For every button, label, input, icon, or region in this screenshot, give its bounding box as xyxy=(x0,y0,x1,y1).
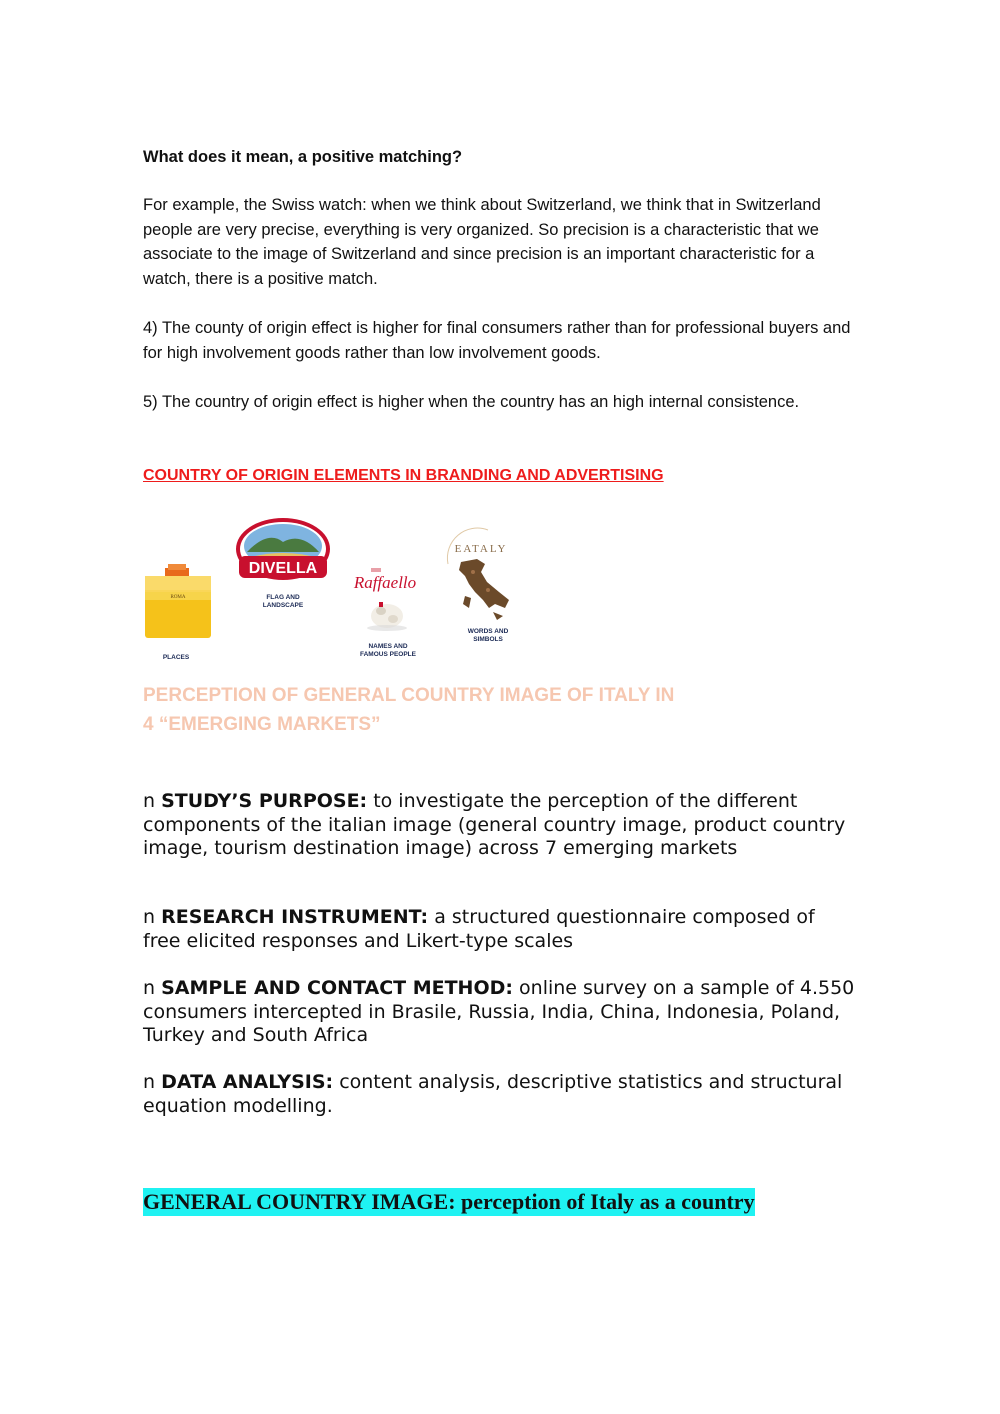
raffaello-product-image xyxy=(353,568,416,631)
raffaello-wordmark: Raffaello xyxy=(353,573,417,592)
perception-title-line2: 4 “EMERGING MARKETS” xyxy=(143,714,381,735)
divella-logo xyxy=(236,518,330,580)
bullet-research-instrument xyxy=(143,906,858,953)
perception-title xyxy=(143,681,674,739)
bullet-marker: n xyxy=(143,906,162,928)
bullet-text: content analysis, descriptive statistics and structural equation modelling. xyxy=(143,1071,843,1117)
caption-flag-landscape xyxy=(248,594,318,610)
caption-flag-line2: LANDSCAPE xyxy=(262,602,304,609)
bullet-marker: n xyxy=(143,977,162,999)
bullet-data-analysis xyxy=(143,1071,858,1118)
caption-words-line2: SIMBOLS xyxy=(473,636,503,643)
caption-words-line1: WORDS AND xyxy=(467,628,509,635)
perception-title-line1: PERCEPTION OF GENERAL COUNTRY IMAGE OF ITALY IN xyxy=(143,685,675,706)
caption-flag-line1: FLAG AND xyxy=(266,594,300,601)
bullet-study-purpose xyxy=(143,790,858,861)
bullet-label: STUDY’S PURPOSE: xyxy=(161,790,368,812)
perfume-bottle-image xyxy=(145,564,211,638)
caption-places: PLACES xyxy=(162,654,190,661)
bullet-marker: n xyxy=(143,1071,162,1093)
question-heading: What does it mean, a positive matching? xyxy=(143,148,463,166)
caption-names-line1: NAMES AND xyxy=(368,643,408,650)
bullet-marker: n xyxy=(143,790,162,812)
bullet-text: to investigate the perception of the different components of the italian image (general country image, product country image, tourism destination image) across 7 emerging markets xyxy=(143,790,846,859)
caption-words-symbols xyxy=(453,628,523,644)
caption-names-famous-people xyxy=(353,643,423,659)
bullet-sample-contact-method xyxy=(143,977,858,1048)
section-heading-red: COUNTRY OF ORIGIN ELEMENTS IN BRANDING AND ADVERTISING xyxy=(143,467,664,484)
coo-elements-figure xyxy=(143,512,533,664)
bullet-label: RESEARCH INSTRUMENT: xyxy=(161,906,429,928)
roma-label: ROMA xyxy=(170,595,186,600)
eataly-wordmark: EATALY xyxy=(454,543,508,555)
bullet-label: DATA ANALYSIS: xyxy=(161,1071,334,1093)
paragraph-point-4: 4) The county of origin effect is higher for final consumers rather than for professional buyers and for high involvement goods rather than low involvement goods. xyxy=(143,319,851,362)
bullet-text: a structured questionnaire composed of free elicited responses and Likert-type scales xyxy=(143,906,815,952)
bullet-label: SAMPLE AND CONTACT METHOD: xyxy=(161,977,513,999)
eataly-italy-map-image xyxy=(447,528,509,620)
paragraph-point-5: 5) The country of origin effect is higher when the country has an high internal consistence. xyxy=(143,393,800,411)
caption-names-line2: FAMOUS PEOPLE xyxy=(360,651,416,658)
paragraph-swiss-watch: For example, the Swiss watch: when we think about Switzerland, we think that in Switzerland people are very precise, everything is very organized. So precision is a characteristic that we associate to the image of Switzerland and since precision is an important characteristic for a watch, there is a positive match. xyxy=(143,196,821,288)
highlighted-heading: GENERAL COUNTRY IMAGE: perception of Italy as a country xyxy=(143,1189,755,1214)
bullet-text: online survey on a sample of 4.550 consumers intercepted in Brasile, Russia, India, China, Indonesia, Poland, Turkey and South Africa xyxy=(143,977,855,1046)
divella-wordmark: DIVELLA xyxy=(248,560,318,577)
